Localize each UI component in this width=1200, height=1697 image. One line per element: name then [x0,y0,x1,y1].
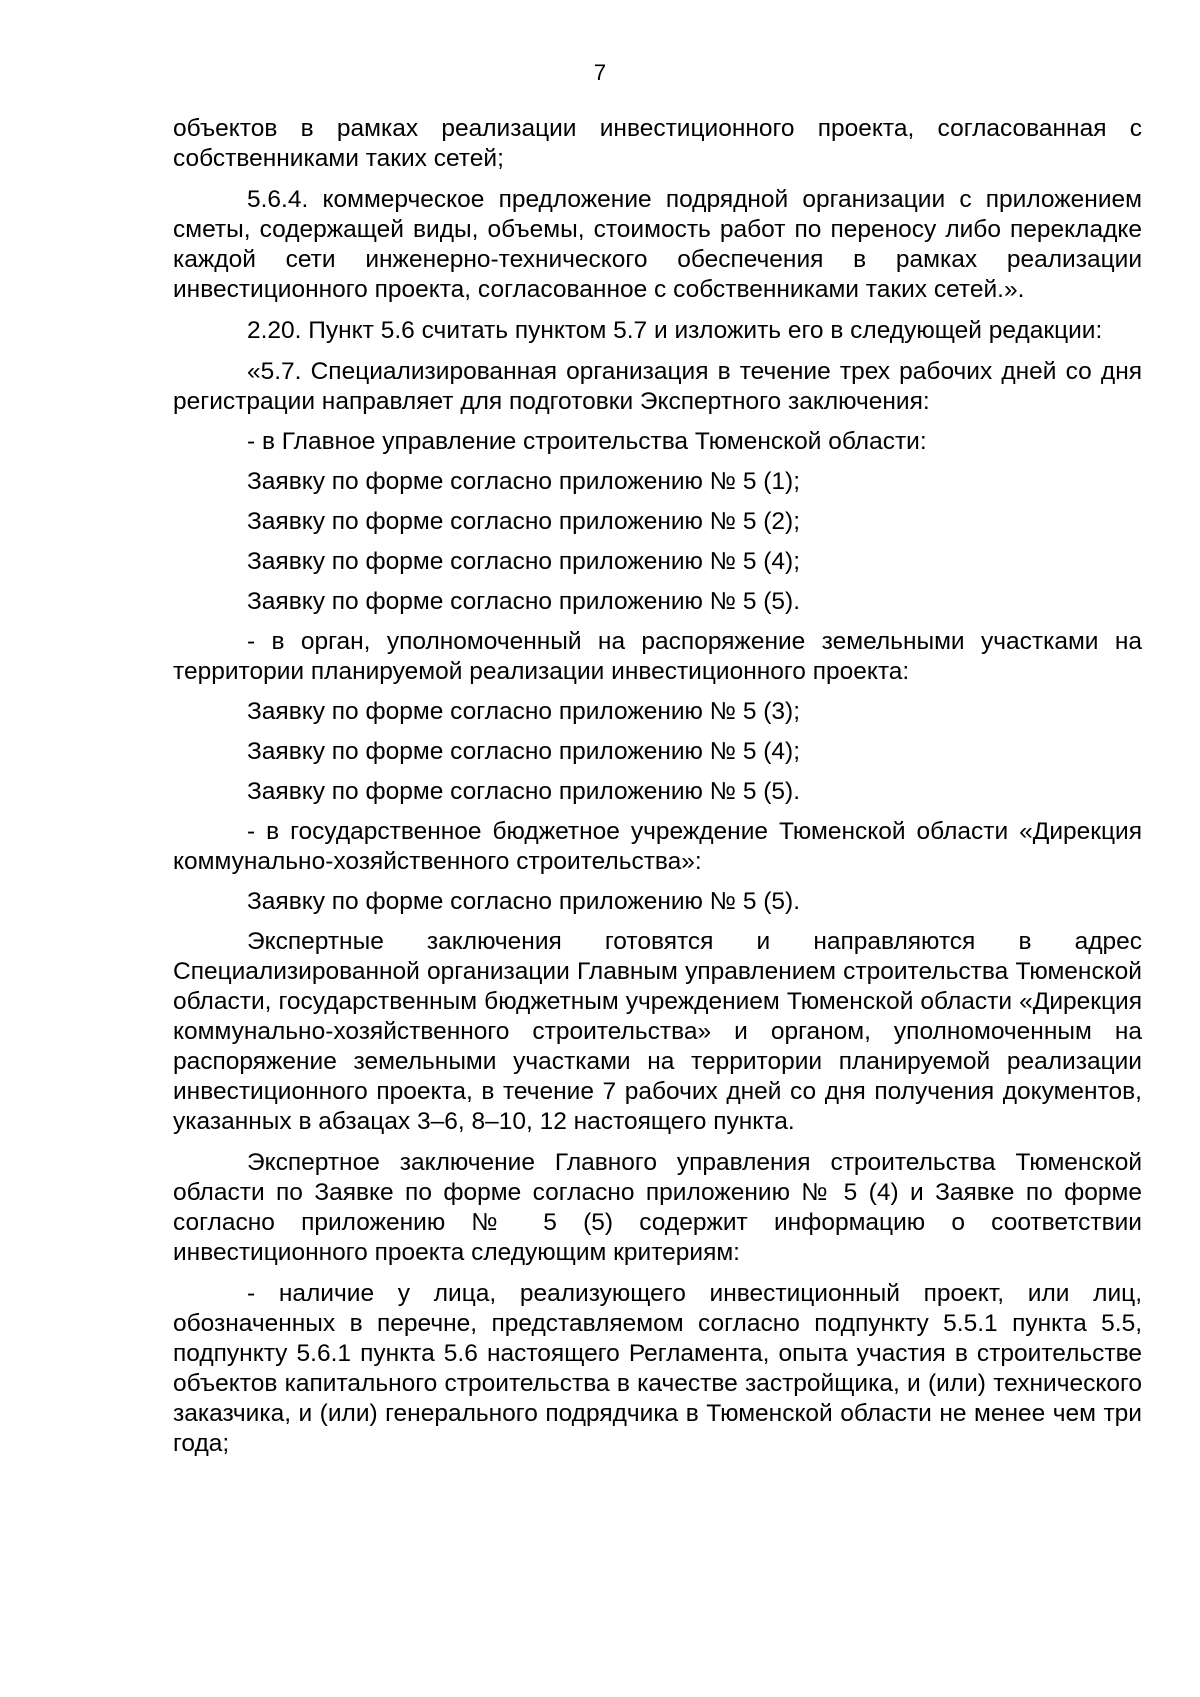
list-item-application: Заявку по форме согласно приложению № 5 (4); [247,738,801,765]
list-item-application: Заявку по форме согласно приложению № 5 (2); [247,508,801,535]
list-item-recipient: - в государственное бюджетное учреждение Тюменской области «Дирекция коммунально-хозяйственного строительства»: [173,818,1142,875]
paragraph-continuation: объектов в рамках реализации инвестиционного проекта, согласованная с собственниками таких сетей; [173,115,1142,172]
paragraph-5-7: «5.7. Специализированная организация в течение трех рабочих дней со дня регистрации направляет для подготовки Экспертного заключения: [173,358,1142,415]
document-body [173,114,1142,1459]
list-item-application: Заявку по форме согласно приложению № 5 (1); [247,468,801,495]
list-item-application: Заявку по форме согласно приложению № 5 (5). [247,778,801,805]
paragraph-5-6-4: 5.6.4. коммерческое предложение подрядной организации с приложением сметы, содержащей виды, объемы, стоимость работ по переносу либо перекладке каждой сети инженерно-технического обеспечения в рамках реализации инвестиционного проекта, согласованное с собственниками таких сетей.». [173,186,1142,303]
list-item-application: Заявку по форме согласно приложению № 5 (5). [247,888,801,915]
list-item-application: Заявку по форме согласно приложению № 5 (5). [247,588,801,615]
paragraph-criterion-experience: - наличие у лица, реализующего инвестиционный проект, или лиц, обозначенных в перечне, представляемом согласно подпункту 5.5.1 пункта 5.5, подпункту 5.6.1 пункта 5.6 настоящего Регламента, опыта участия в строительстве объектов капитального строительства в качестве застройщика, и (или) технического заказчика, и (или) генерального подрядчика в Тюменской области не менее чем три года; [173,1280,1142,1457]
list-item-application: Заявку по форме согласно приложению № 5 (4); [247,548,801,575]
list-item-application: Заявку по форме согласно приложению № 5 (3); [247,698,801,725]
page-number: 7 [593,60,607,85]
list-item-recipient: - в орган, уполномоченный на распоряжение земельными участками на территории планируемой реализации инвестиционного проекта: [173,628,1142,685]
paragraph-expert-conclusion-criteria: Экспертное заключение Главного управления строительства Тюменской области по Заявке по форме согласно приложению № 5 (4) и Заявке по форме согласно приложению № 5 (5) содержит информацию о соответствии инвестиционного проекта следующим критериям: [173,1149,1142,1266]
list-item-recipient: - в Главное управление строительства Тюменской области: [247,428,927,455]
paragraph-expert-conclusions: Экспертные заключения готовятся и направляются в адрес Специализированной организации Главным управлением строительства Тюменской области, государственным бюджетным учреждением Тюменской области «Дирекция коммунально-хозяйственного строительства» и органом, уполномоченным на распоряжение земельными участками на территории планируемой реализации инвестиционного проекта, в течение 7 рабочих дней со дня получения документов, указанных в абзацах 3–6, 8–10, 12 настоящего пункта. [173,928,1142,1135]
paragraph-2-20: 2.20. Пункт 5.6 считать пунктом 5.7 и изложить его в следующей редакции: [247,317,1103,344]
